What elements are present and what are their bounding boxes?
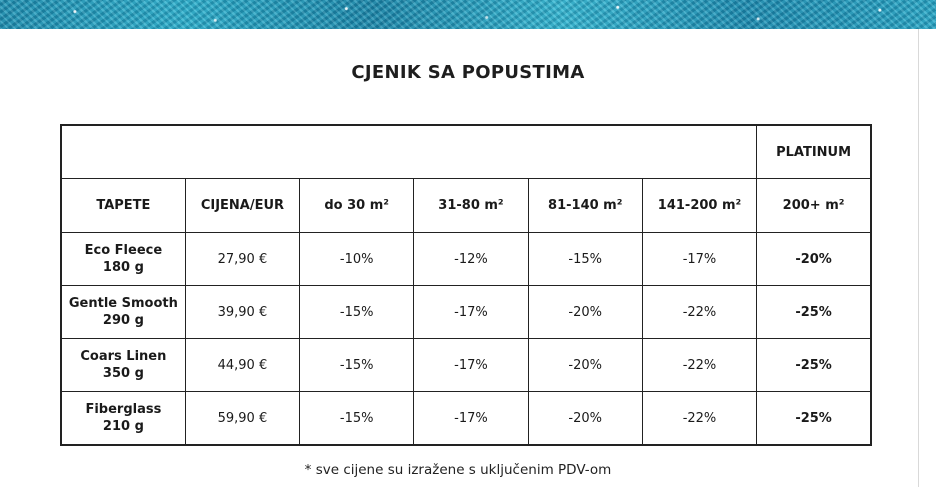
vat-footnote: * sve cijene su izražene s uključenim PDV-om xyxy=(304,462,612,478)
platinum-discount-cell: -25% xyxy=(757,392,871,446)
discount-cell: -17% xyxy=(642,233,756,286)
product-name xyxy=(61,233,185,286)
product-weight: 350 g xyxy=(102,366,144,381)
platinum-discount-cell: -25% xyxy=(757,339,871,392)
header-tier-3: 81-140 m² xyxy=(528,179,642,233)
product-name-line: Fiberglass xyxy=(85,402,162,417)
header-tier-5: 200+ m² xyxy=(757,179,871,233)
discount-cell: -17% xyxy=(414,286,528,339)
header-tier-2: 31-80 m² xyxy=(414,179,528,233)
table-row xyxy=(61,286,871,339)
price-cell: 59,90 € xyxy=(185,392,299,446)
table-tier-row xyxy=(61,125,871,179)
product-name xyxy=(61,392,185,446)
header-tapete: TAPETE xyxy=(61,179,185,233)
discount-cell: -15% xyxy=(300,339,414,392)
product-name xyxy=(61,339,185,392)
page-edge xyxy=(918,29,919,487)
discount-cell: -10% xyxy=(300,233,414,286)
discount-cell: -12% xyxy=(414,233,528,286)
product-name-line: Gentle Smooth xyxy=(68,296,178,311)
table-row xyxy=(61,233,871,286)
header-tier-1: do 30 m² xyxy=(300,179,414,233)
product-name-line: Coars Linen xyxy=(80,349,167,364)
platinum-label: PLATINUM xyxy=(757,125,871,179)
discount-cell: -22% xyxy=(642,339,756,392)
discount-cell: -17% xyxy=(414,392,528,446)
price-table xyxy=(60,124,872,446)
price-cell: 44,90 € xyxy=(185,339,299,392)
discount-cell: -20% xyxy=(528,339,642,392)
discount-cell: -15% xyxy=(528,233,642,286)
product-name xyxy=(61,286,185,339)
glitter-banner xyxy=(0,0,936,29)
page-title: CJENIK SA POPUSTIMA xyxy=(351,62,585,83)
table-row xyxy=(61,392,871,446)
discount-cell: -20% xyxy=(528,286,642,339)
discount-cell: -17% xyxy=(414,339,528,392)
table-row xyxy=(61,339,871,392)
discount-cell: -15% xyxy=(300,392,414,446)
price-cell: 39,90 € xyxy=(185,286,299,339)
discount-cell: -20% xyxy=(528,392,642,446)
platinum-discount-cell: -25% xyxy=(757,286,871,339)
discount-cell: -22% xyxy=(642,392,756,446)
header-tier-4: 141-200 m² xyxy=(642,179,756,233)
discount-cell: -15% xyxy=(300,286,414,339)
product-weight: 210 g xyxy=(102,419,144,434)
table-header-row xyxy=(61,179,871,233)
product-name-line: Eco Fleece xyxy=(84,243,163,258)
discount-cell: -22% xyxy=(642,286,756,339)
platinum-discount-cell: -20% xyxy=(757,233,871,286)
header-price: CIJENA/EUR xyxy=(185,179,299,233)
empty-tier-cell xyxy=(61,125,757,179)
price-cell: 27,90 € xyxy=(185,233,299,286)
product-weight: 180 g xyxy=(102,260,144,275)
product-weight: 290 g xyxy=(102,313,144,328)
